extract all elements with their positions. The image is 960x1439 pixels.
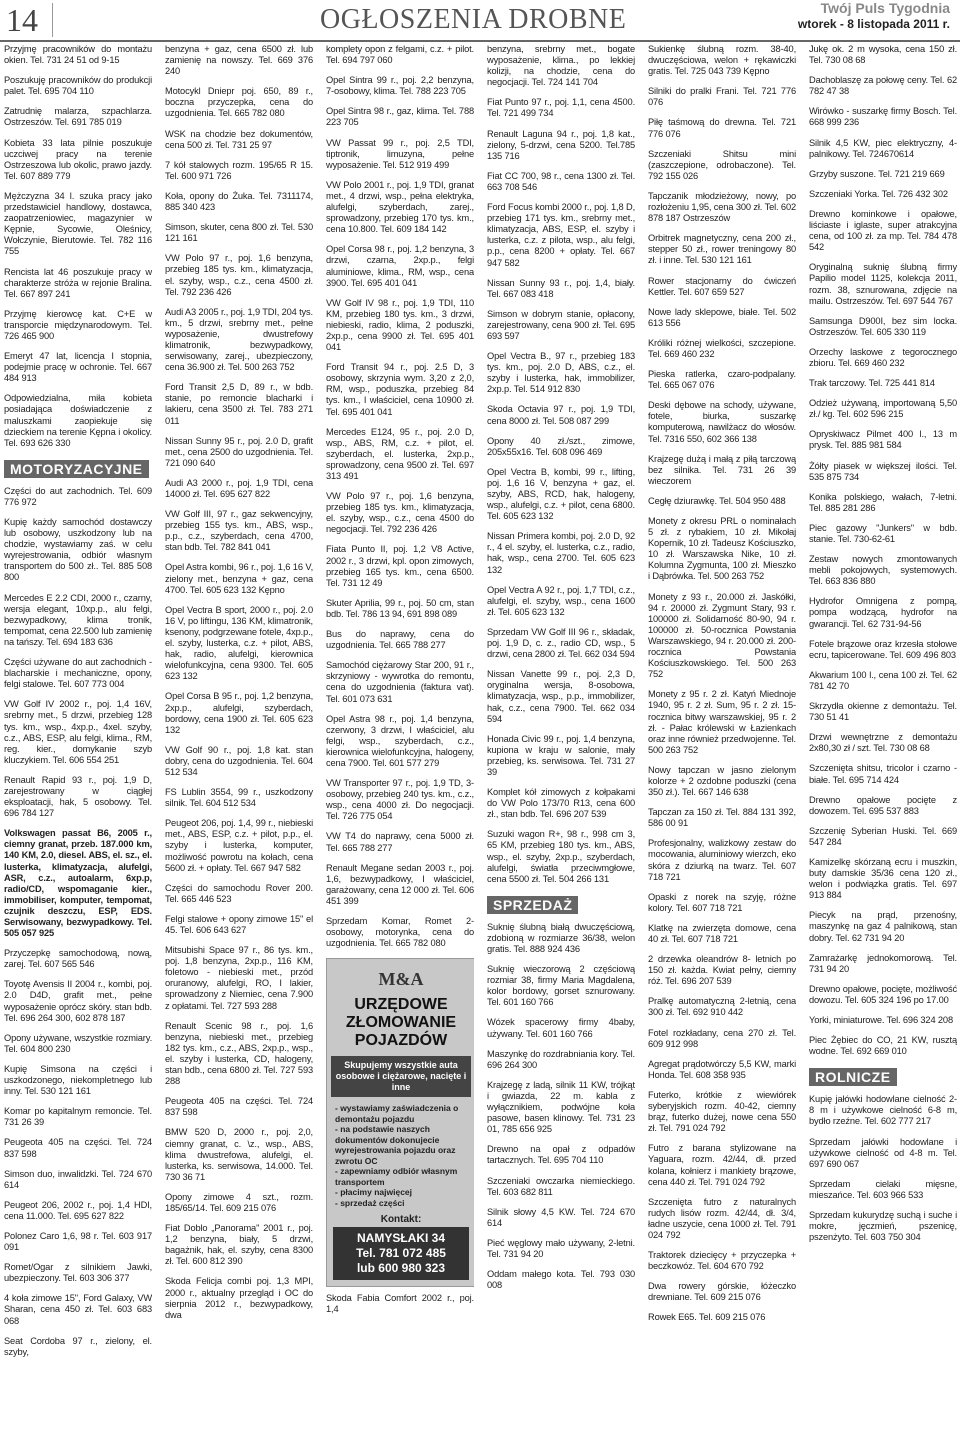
classified-ad: Jukę ok. 2 m wysoka, cena 150 zł. Tel. 730 08 68 (809, 44, 957, 66)
classified-ad: Drewno na opał z odpadów tartacznych. Tel. 695 704 110 (487, 1144, 635, 1166)
classified-ad: Odpowiedzialna, miła kobieta posiadająca doświadczenie z maluszkami zaopiekuje się dzieckiem na terenie Kępna i okolicy. Tel. 693 626 330 (4, 393, 152, 448)
classified-ad: VW Golf 90 r., poj. 1,8 kat. stan dobry, cena do uzgodnienia. Tel. 604 512 534 (165, 744, 313, 777)
classified-ad: Opel Vectra A 92 r., poj. 1,7 TDI, c.z., alufelgi, el. szyby, wsp., cena 1600 zł. Tel. 605 623 132 (487, 584, 635, 617)
classified-ad: Sprzedam kukurydzę suchą i suche i mokre, jęczmień, pszenicę, pszenżyto. Tel. 603 750 304 (809, 1210, 957, 1243)
classified-ad: Zamrażarkę jednokomorową. Tel. 731 94 20 (809, 952, 957, 974)
advert-service-item: - wystawiamy zaświadczenia o demontażu pojazdu (335, 1103, 459, 1124)
classified-ad: Futro z barana stylizowane na Yaguara, rozm. 42/44, dł. przed kolana, kołnierz i mankiety brązowe, cena 440 zł. Tel. 791 024 792 (648, 1143, 796, 1187)
classified-ad: Deski dębowe na schody, używane, fotele, biurka, suszarkę komputerową, nawilżacz do włosów. Tel. 7316 550, 602 366 138 (648, 400, 796, 444)
classified-ad: Honada Civic 99 r., poj. 1,4 benzyna, kupiona w kraju w salonie, mały przebieg, ks. serwisowa. Tel. 731 27 39 (487, 733, 635, 777)
classified-ad: VW Golf III, 97 r., gaz sekwencyjny, przebieg 155 tys. km., ABS, wsp., p.p., c.z., szyberdach, cena 4700, stan bdb. Tel. 782 841 041 (165, 509, 313, 553)
classified-ad: Fiata Punto II, poj. 1,2 V8 Active, 2002 r., 3 drzwi, kpl. opon zimowych, przebieg 165 tys. km., cena 6500. Tel. 731 12 49 (326, 544, 474, 588)
classified-ad: Peugeota 405 na części. Tel. 724 837 598 (4, 1137, 152, 1159)
classified-ad: Oryginalną suknię ślubną firmy Papilio model 1125, kolekcja 2011, rozm. 38, sznurowana, zdjęcie na mailu. Ostrzeszów. Tel. 697 544 767 (809, 262, 957, 306)
classified-ad: Przyjmę pracowników do montażu okien. Tel. 731 24 51 od 9-15 (4, 44, 152, 66)
classified-ad: Profesjonalny, walizkowy zestaw do mocowania, aluminiowy wierzch, eko skóra z dziurką na twarz. Tel. 607 718 721 (648, 838, 796, 882)
category-header: MOTORYZACYJNE (4, 460, 149, 478)
classified-ad: Mercedes E124, 95 r., poj. 2.0 D, wsp., ABS, RM, c.z. + pilot, el. szyberdach, el. lusterka, 2xp.p., sprowadzony, cena 9500 zł. Tel. 697 313 491 (326, 426, 474, 481)
classified-ad: VW Polo 97 r., poj. 1,6 benzyna, przebieg 185 tys. km., klimatyzacja, el. szyby, wsp., c.z., cena 4500 zł. Tel. 792 236 426 (165, 253, 313, 297)
classified-ad: Tapczanik młodzieżowy, nowy, po rozłożeniu 1,95, cena 300 zł. Tel. 602 878 187 Ostrzeszów (648, 190, 796, 224)
classified-ad: Opel Vectra B sport, 2000 r., poj. 2.0 16 V, po liftingu, 136 KM, klimatronik, ksenony, podgrzewane fotele, 4xp.p., el. szyby, lusterka, c.z. + pilot, ABS, hak, radio, alufelgi, kierownica wielofunkcyjna, cena 9300. Tel. 605 623 132 (165, 604, 313, 682)
classified-ad: Bus do naprawy, cena do uzgodnienia. Tel. 665 788 277 (326, 629, 474, 651)
classified-ad: Maszynkę do rozdrabniania kory. Tel. 696 264 300 (487, 1048, 635, 1070)
advert-service-item: - sprzedaż części (335, 1197, 405, 1208)
classified-ad: Zatrudnię malarza, szpachlarza. Ostrzeszów. Tel. 691 785 019 (4, 106, 152, 128)
classified-ad: Suzuki wagon R+, 98 r., 998 cm 3, 65 KM, przebieg 180 tys. km., ABS, wsp., el. szyby, 2xp.p., szyberdach, alufelgi, światła przeciwmgłowe, cena 5500 zł. Tel. 504 266 131 (487, 829, 635, 884)
classified-ad: Seat Cordoba 97 r., zielony, el. szyby, (4, 1335, 152, 1357)
classified-ad: Żółty piasek w większej ilości. Tel. 535 875 734 (809, 460, 957, 482)
classified-ad: Hydrofor Omnigena z pompą, pompa wodzącą, hydrofor na gwarancji. Tel. 62 731-94-56 (809, 596, 957, 629)
classified-ad: Opony 40 zł./szt., zimowe, 205x55x16. Tel. 608 096 469 (487, 435, 635, 457)
classified-ad: Audi A3 2000 r., poj. 1,9 TDI, cena 14000 zł. Tel. 695 627 822 (165, 477, 313, 499)
classified-ad: Części używane do aut zachodnich - blacharskie i mechaniczne, opony, felgi stalowe. Tel. 607 773 004 (4, 657, 152, 690)
classified-ad: Drewno opałowe pocięte z dowozem. Tel. 695 537 883 (809, 794, 957, 816)
classified-ad: Piec gazowy "Junkers" w bdb. stanie. Tel. 730-62-61 (809, 522, 957, 544)
classified-ad: Romet/Ogar z silnikiem Jawki, ubezpieczony. Tel. 603 306 377 (4, 1262, 152, 1284)
classified-ad: Simson w dobrym stanie, opłacony, zarejestrowany, cena 900 zł. Tel. 695 693 597 (487, 308, 635, 341)
classified-ad: VW Golf IV 98 r., poj. 1,9 TDI, 110 KM, przebieg 180 tys. km., 3 drzwi, niebieski, radio, klima, 2 poduszki, 2xp.p., cena 9900 zł. Tel. 695 401 041 (326, 297, 474, 353)
paper-date: wtorek - 8 listopada 2011 r. (797, 17, 950, 31)
classified-ad: Części do samochodu Rover 200. Tel. 665 446 523 (165, 882, 313, 904)
classified-ad: Drewno opałowe, pocięte, możliwość dowozu. Tel. 605 324 196 po 17.00 (809, 983, 957, 1005)
classified-ad: Grzyby suszone. Tel. 721 219 669 (809, 168, 945, 179)
advert-services (335, 1103, 469, 1208)
classified-ad: Pralkę automatyczną 2-letnią, cena 300 zł. Tel. 692 910 442 (648, 996, 796, 1018)
classified-ad: Monety z 93 r., 20.000 zł. Jaskółki, 94 r. 20000 zł. Zygmunt Stary, 93 r. 100000 zł. Solidarność 80-90, 94 r. 100000 zł. 50-rocznica Powstania Warszawskiego, 94 r. 20.000 zł. 200-rocznica Powstania Kościuszkowskiego. Tel. 500 263 752 (648, 591, 796, 680)
classified-ad: Sprzedam cielaki mięsne, mieszańce. Tel. 603 966 533 (809, 1178, 957, 1200)
classified-ad: VW T4 do naprawy, cena 5000 zł. Tel. 665 788 277 (326, 831, 474, 853)
column-1 (4, 44, 152, 1436)
classified-ad: Sprzedam Komar, Romet 2- osobowy, motorynka, cena do uzgodnienia. Tel. 665 782 080 (326, 916, 474, 949)
classified-ad: Wirówko - suszarkę firmy Bosch. Tel. 668 999 236 (809, 106, 957, 128)
page-number: 14 (6, 2, 38, 38)
classified-ad: 4 koła zimowe 15", Ford Galaxy, VW Sharan, cena 450 zł. Tel. 603 683 068 (4, 1293, 152, 1326)
header-rule (0, 40, 960, 42)
classified-ad: Nowe lady sklepowe, białe. Tel. 502 613 556 (648, 306, 796, 328)
paper-name: Twój Puls Tygodnia (820, 0, 950, 16)
classified-ad: Monety z 95 r. 2 zł. Katyń Miednoje 1940, 95 r. 2 zł. Sum, 95 r. 2 zł. 15-rocznica bitwy warszawskiej, 95 r. 2 zł. - Pałac królewski w Łazienkach oraz inne również przedwojenne. Tel. 500 263 752 (648, 689, 796, 755)
classified-ad: Sprzedam jałówki hodowlane i używkowe cielność od 4-8 m. Tel. 697 690 067 (809, 1136, 957, 1169)
classified-ad: Kupię każdy samochód dostawczy lub osobowy, uszkodzony lub na chodzie, wystawiamy zaś. w celu wyrejestrowania, odbiór własnym transportem do 500 zł.. Tel. 885 508 800 (4, 517, 152, 583)
classified-ad: Przyjmę kierowcę kat. C+E w transporcie międzynarodowym. Tel. 726 465 900 (4, 308, 152, 341)
classified-ad: Piec Żębiec do CO, 21 KW, rusztą wodne. Tel. 692 669 010 (809, 1035, 957, 1057)
classified-ad: Renault Rapid 93 r., poj. 1,9 D, zarejestrowany w ciągłej eksploatacji, hak, 5 osobowy. Tel. 696 784 127 (4, 774, 152, 819)
classified-ad: Krajzegę dużą i małą z piłą tarczową bez silnika. Tel. 731 26 39 wieczorem (648, 453, 796, 486)
classified-ad: Skoda Felicja combi poj. 1,3 MPI, 2000 r., aktualny przegląd i OC do sierpnia 2012 r., bezwypadkowy, dwa (165, 1276, 313, 1320)
classified-ad: Simson, skuter, cena 800 zł. Tel. 530 121 161 (165, 222, 313, 244)
classified-ad: Peugeot 206, poj. 1,4, 99 r., niebieski met., ABS, ESP, c.z. + pilot, p.p., el. szyby i lusterka, komputer, możliwość powrotu na kołach, cena 5600 zł. + opłaty. Tel. 667 947 582 (165, 818, 313, 873)
classified-ad: benzyna + gaz, cena 6500 zł. lub zamienię na nowszy. Tel. 669 376 240 (165, 44, 313, 77)
category-header: SPRZEDAŻ (487, 896, 578, 914)
classified-ad: Opel Vectra B, kombi, 99 r., lifting, poj. 1,6 16 V, benzyna + gaz, el. szyby, ABS, RCD, hak, halogeny, wsp., alufelgi, c.z. + pilot, cena 6800. Tel. 605 623 132 (487, 466, 635, 522)
classified-ad: Fiat Doblo „Panorama" 2001 r., poj. 1,2 benzyna, biały, 5 drzwi, bagażnik, hak, el. szyby, cena 8300 zł. Tel. 600 812 390 (165, 1223, 313, 1267)
classified-ad: Skoda Octavia 97 r., poj. 1,9 TDI, cena 8000 zł. Tel. 508 087 299 (487, 404, 635, 426)
advert-service-item: - na podstawie naszych dokumentów dokonujecie wyrejestrowania pojazdu oraz zwrotu OC (335, 1124, 456, 1166)
classified-ad: Króliki różnej wielkości, szczepione. Tel. 669 460 232 (648, 337, 796, 359)
classified-ad: Traktorek dziecięcy + przyczepka + beczkowóz. Tel. 604 670 792 (648, 1250, 796, 1272)
classified-ad: Mercedes E 2.2 CDI, 2000 r., czarny, wersja elegant, 10xp.p., alu felgi, bezwypadkowy, klima tronik, tempomat, cena 22.500 lub zamienię na tańszy. Tel. 694 183 636 (4, 592, 152, 647)
classified-ad: Nowy tapczan w jasno zielonym kolorze + 2 ozdobne poduszki (cena 350 zł.). Tel. 667 146 638 (648, 764, 796, 798)
classified-ad: Nissan Primera kombi, poj. 2.0 D, 92 r., 4 el. szyby, el. lusterka, c.z., radio, hak, wsp., cena 2700. Tel. 605 623 132 (487, 531, 635, 575)
classified-ad: Opryskiwacz Pilmet 400 l., 13 m prysk. Tel. 885 981 584 (809, 429, 957, 451)
classified-ad: Pieć węglowy mało używany, 2-letni. Tel. 731 94 20 (487, 1237, 635, 1259)
classified-ad: Szczenięta shitsu, tricolor i czarno - białe. Tel. 695 714 424 (809, 763, 957, 785)
classified-ad: Fiat CC 700, 98 r., cena 1300 zł. Tel. 663 708 546 (487, 170, 635, 192)
classified-ad: Fotel rozkładany, cena 270 zł. Tel. 609 912 998 (648, 1027, 796, 1049)
classified-ad: Wózek spacerowy firmy 4baby, używany. Tel. 601 160 766 (487, 1017, 635, 1039)
classified-ad: Toyotę Avensis II 2004 r., kombi, poj. 2.0 D4D, grafit met., pełne wyposażenie oprócz skóry. stan bdb. Tel. 696 264 300, 602 878 187 (4, 979, 152, 1023)
classified-ad: Opel Sintra 98 r., gaz, klima. Tel. 788 223 705 (326, 106, 474, 128)
classified-ad: Peugeot 206, 2002 r., poj. 1,4 HDI, cena 11.000. Tel. 695 627 822 (4, 1199, 152, 1221)
classified-ad: Skoda Fabia Comfort 2002 r., poj. 1,4 (326, 1293, 474, 1315)
classified-ad: Opel Corsa 98 r., poj. 1,2 benzyna, 3 drzwi, czarna, 2xp.p., felgi aluminiowe, klima., RM, wsp., cena 3900. Tel. 695 401 041 (326, 244, 474, 288)
page-header (0, 0, 960, 40)
classified-ad: Drzwi wewnętrzne z demontażu 2x80,30 zł / szt. Tel. 730 08 68 (809, 732, 957, 754)
classified-ad: Futerko, krótkie z wiewiórek syberyjskich rozm. 40-42, ciemny brąz, futerko dużej, nowe cena 550 zł. Tel. 791 024 792 (648, 1089, 796, 1134)
classified-ad: Krajzegę z ladą, silnik 11 KW, trójkąt i gwiazda, 22 m. kabla z wyłącznikiem, podwójne koła pasowe, basen klinowy. Tel. 731 23 01, 785 656 925 (487, 1079, 635, 1135)
category-header: ROLNICZE (809, 1068, 897, 1086)
classified-ad: Silnik 4,5 KW, piec elektryczny, 4-palnikowy. Tel. 724670614 (809, 137, 957, 159)
classified-ad: Monety z okresu PRL o nominałach 5 zł. z rybakiem, 10 zł. Mikołaj Kopernik, 10 zł. Tadeusz Kościuszko, 10 zł. Warszawska Nike, 10 zł. Kolumna Zygmunta, 100 zł. Mieszko i Dąbrówka. Tel. 500 263 752 (648, 516, 796, 582)
classified-ad: BMW 520 D, 2000 r., poj. 2,0, ciemny granat, c. \z., wsp., ABS, klima dwustrefowa, alufelgi, el. lusterka, ks. serwisowa, 14.000. Tel. 730 36 71 (165, 1127, 313, 1182)
classified-ad: Piłę taśmową do drewna. Tel. 721 776 076 (648, 117, 796, 139)
classified-ad: Orbitrek magnetyczny, cena 200 zł., stepper 50 zł., rower treningowy 80 zł. i inne. Tel. 530 121 161 (648, 233, 796, 266)
classified-ad: Drewno kominkowe i opałowe, liściaste i iglaste, super atrakcyjna cena, od 100 zł. za mp. Tel. 784 478 542 (809, 208, 957, 253)
classified-ad: Tapczan za 150 zł. Tel. 884 131 392, 586 00 91 (648, 807, 796, 829)
classified-ad: Nissan Sunny 95 r., poj. 2.0 D, grafit met., cena 2500 do uzgodnienia. Tel. 721 090 640 (165, 435, 313, 468)
classified-ad: Fotele brązowe oraz krzesła stołowe ecru, tapicerowane. Tel. 609 496 803 (809, 638, 957, 660)
classified-ad: Volkswagen passat B6, 2005 r., ciemny granat, przeb. 187.000 km, 140 KM, 2.0, diesel. ABS, el. sz., el. lusterka, klimatyzacja, alufelgi, ASR, c.z., autoalarm, 6xp.p, radio/CD, wspomaganie kier., immobiliser, komputer, tempomat, czujnik deszczu, ESP, EDS. Serwisowany, bezwypadkowy. Tel. 505 057 925 (4, 828, 152, 939)
classified-ad: Nissan Vanette 99 r., poj. 2,3 D, oryginalna wersja, 8-osobowa, klimatyzacja, wsp., p.p., immobilizer, hak, c.z., cena 7900. Tel. 662 034 594 (487, 669, 635, 724)
classified-ad: VW Transporter 97 r., poj. 1,9 TD, 3-osobowy, przebieg 240 tys. km., c.z., wsp., cena 4000 zł. Do negocjacji. Tel. 726 775 054 (326, 778, 474, 822)
classifieds-columns (4, 44, 958, 1436)
advert-logo: M&A (378, 969, 424, 990)
advert-service-item: - płacimy najwięcej (335, 1187, 413, 1198)
classified-ad: Komplet kół zimowych z kołpakami do VW Polo 173/70 R13, cena 600 zł., stan bdb. Tel. 696 207 539 (487, 787, 635, 820)
classified-ad: Mężczyzna 34 l. szuka pracy jako przedstawiciel handlowy, dostawca, zaopatrzeniowiec, magazynier w Kępnie, Sycowie, Oleśnicy, Wołczynie, Bierutowie. Tel. 782 116 755 (4, 190, 152, 257)
classified-ad: Opony zimowe 4 szt., rozm. 185/65/14. Tel. 609 215 076 (165, 1191, 313, 1213)
classified-ad: Opel Astra kombi, 96 r., poj. 1,6 16 V, zielony met., benzyna + gaz, cena 4700. Tel. 605 623 132 Kępno (165, 562, 313, 595)
classified-ad: Simson duo, inwalidzki. Tel. 724 670 614 (4, 1168, 152, 1190)
advert-service-item: - zapewniamy odbiór własnym transportem (335, 1166, 458, 1187)
classified-ad: Renault Scenic 98 r., poj. 1,6 benzyna, niebieski met., przebieg 182 tys. km., c.z., ABS, 2xp.p., wsp., el. szyby i lusterka, CD, halogeny, stan bdb., cena 6800 zł. Tel. 727 593 288 (165, 1020, 313, 1087)
classified-ad: Koła, opony do Żuka. Tel. 7311174, 885 340 423 (165, 190, 313, 213)
classified-ad: VW Polo 2001 r., poj. 1,9 TDI, granat met., 4 drzwi, wsp., pełna elektryka, alufelgi, szyberdach, zarej., sprowadzony, przebieg 170 tys. km., cena 10.800. Tel. 609 184 142 (326, 179, 474, 235)
classified-ad: Akwarium 100 l., cena 100 zł. Tel. 62 781 42 70 (809, 669, 957, 691)
classified-ad: Odzież używaną, importowaną 5,50 zł./ kg. Tel. 602 596 215 (809, 398, 957, 420)
classified-ad: Yorki, miniaturowe. Tel. 696 324 208 (809, 1015, 953, 1025)
classified-ad: 2 drzewka oleandrów 8- letnich po 150 zł. każda. Kwiat pełny, ciemny róż. Tel. 696 207 539 (648, 954, 796, 987)
classified-ad: Agregat prądotwórczy 5,5 KW, marki Honda. Tel. 608 358 935 (648, 1058, 796, 1080)
classified-ad: Ford Focus kombi 2000 r., poj. 1,8 D, przebieg 171 tys. km., srebrny met., klimatyzacja, ABS, ESP, el. szyby i lusterka, c.z. z pilota, wsp., alu felgi, p.p., cena 8200 + opłaty. Tel. 667 947 582 (487, 202, 635, 268)
classified-ad: Suknię ślubną białą dwuczęściową, zdobioną w rozmiarze 36/38, welon gratis. Tel. 888 924 436 (487, 921, 635, 954)
classified-ad: Dachoblaszę za połowę ceny. Tel. 62 782 47 38 (809, 75, 957, 97)
classified-ad: Renault Laguna 94 r., poj. 1,8 kat., zielony, 5-drzwi, cena 5200. Tel.785 135 716 (487, 128, 635, 161)
classified-ad: Fiat Punto 97 r., poj. 1,1, cena 4500. Tel. 721 499 734 (487, 97, 635, 119)
advert-contact-line: NAMYSŁAKI 34 (356, 1231, 445, 1246)
classified-ad: Rower stacjonarny do ćwiczeń Kettler. Tel. 607 659 527 (648, 275, 796, 297)
classified-ad: Silniki do pralki Frani. Tel. 721 776 076 (648, 86, 796, 108)
classified-ad: Zestaw nowych zmontowanych mebli pokojowych, systemowych. Tel. 663 836 880 (809, 554, 957, 587)
classified-ad: Ford Transit 94 r., poj. 2.5 D, 3 osobowy, skrzynia wym. 3,20 z 2,0, RM, wsp., poduszka, przebieg 84 tys. km., I właściciel, cena 10900 zł. Tel. 695 401 041 (326, 362, 474, 417)
advert-contact (333, 1227, 469, 1280)
classified-ad: Trak tarczowy. Tel. 725 441 814 (809, 378, 935, 389)
classified-ad: Peugeota 405 na części. Tel. 724 837 598 (165, 1096, 313, 1118)
classified-ad: Szczeniaki Shitsu mini (zaszczepione, odrobaczone). Tel. 792 155 026 (648, 148, 796, 181)
classified-ad: Mitsubishi Space 97 r., 86 tys. km., poj. 1,8 benzyna, 2xp.p., 116 KM, foletowo - niebieski met., przód oruranowy, alufelgi, RO, I lakier, sprowadzony z Niemiec, cena 7.900 z opłatami. Tel. 727 593 288 (165, 945, 313, 1011)
scrapyard-advert (326, 958, 474, 1287)
classified-ad: Audi A3 2005 r., poj. 1,9 TDI, 204 tys. km., 5 drzwi, srebrny met., pełne wyposażenie, dwustrefowy klimatronik, bezwypadkowy, serwisowany, zarej., ubezpieczony, cena 36.900 zł. Tel. 500 263 752 (165, 306, 313, 373)
classified-ad: 7 kół stalowych rozm. 195/65 R 15. Tel. 600 971 726 (165, 159, 313, 181)
advert-headline: URZĘDOWE ZŁOMOWANIE POJAZDÓW (345, 996, 457, 1050)
classified-ad: benzyna, srebrny met., bogate wyposażenie, klima., po lekkiej kolizji, na chodzie, cena do negocjacji. Tel. 724 141 704 (487, 44, 635, 88)
classified-ad: Przyczepkę samochodową, nową, zarej. Tel. 607 565 546 (4, 948, 152, 970)
classified-ad: Opel Vectra B., 97 r., przebieg 183 tys. km., poj. 2.0 D, ABS, c.z., el. szyby i lusterka, hak, immobilizer, 2xp.p. Tel. 514 912 830 (487, 351, 635, 395)
column-4 (487, 44, 635, 1436)
classified-ad: Rencista lat 46 poszukuje pracy w charakterze stróża w rejonie Bralina. Tel. 667 897 241 (4, 266, 152, 299)
classified-ad: Opel Sintra 99 r., poj. 2,2 benzyna, 7-osobowy, klima. Tel. 788 223 705 (326, 75, 474, 97)
classified-ad: Oddam małego kota. Tel. 793 030 008 (487, 1269, 635, 1291)
classified-ad: Szczeniaki owczarka niemieckiego. Tel. 603 682 811 (487, 1175, 635, 1197)
classified-ad: komplety opon z felgami, c.z. + pilot. Tel. 694 797 060 (326, 44, 474, 66)
header-divider (52, 3, 53, 37)
section-title: OGŁOSZENIA DROBNE (320, 4, 627, 35)
classified-ad: Silnik słowy 4,5 KW. Tel. 724 670 614 (487, 1206, 635, 1228)
classified-ad: Kupię jałówki hodowlane cielność 2-8 m i używkowe cielność 6-8 m, bydło rzeźne. Tel. 602 777 217 (809, 1094, 957, 1127)
classified-ad: Szczeniaki Yorka. Tel. 726 432 302 (809, 188, 948, 199)
column-2 (165, 44, 313, 1436)
classified-ad: Opony używane, wszystkie rozmiary. Tel. 604 800 230 (4, 1032, 152, 1054)
advert-contact-line: lub 600 980 323 (356, 1261, 446, 1276)
classified-ad: Motocykl Dniepr poj. 650, 89 r., boczna przyczepka, cena do uzgodnienia. Tel. 665 782 080 (165, 86, 313, 119)
classified-ad: Cegłę dziurawkę. Tel. 504 950 488 (648, 495, 786, 506)
classified-ad: Rowek E65. Tel. 609 215 076 (648, 1312, 766, 1323)
classified-ad: Szczenięta futro z naturalnych rudych lisów rozm. 42/44, dł. 3/4, ładne uszycie, cena 1000 zł. Tel. 791 024 792 (648, 1196, 796, 1240)
column-3 (326, 44, 474, 1436)
classified-ad: Kobieta 33 lata pilnie poszukuje uczciwej pracy na terenie Ostrzeszowa lub okolic, prawo jazdy. Tel. 607 889 779 (4, 137, 152, 181)
classified-ad: Opel Astra 98 r., poj. 1,4 benzyna, czerwony, 3 drzwi, I właściciel, alu felgi, wsp., szyberdach, c.z., kierownica wielofunkcyjna, halogeny, cena 7900. Tel. 601 577 279 (326, 713, 474, 768)
classified-ad: Sprzedam VW Golf III 96 r., składak, poj. 1,9 D, c. z., radio CD, wsp., 5 drzwi, cena 2800 zł. Tel. 662 034 594 (487, 626, 635, 660)
advert-contact-label: Kontakt: (380, 1214, 422, 1226)
advert-contact-line: Tel. 781 072 485 (356, 1246, 446, 1261)
classified-ad: Samochód ciężarowy Star 200, 91 r., skrzyniowy - wywrotka do remontu, cena do uzgodnienia (faktura vat). Tel. 601 073 631 (326, 660, 474, 704)
classified-ad: VW Golf IV 2002 r., poj. 1,4 16V, srebrny met., 5 drzwi, przebieg 128 tys. km., wsp., 4xp.p., 4xel. szyby, c.z., ABS, ESP, alu felgi, klima., RM, reg. kier., domykanie szyb kluczykiem. Tel. 606 554 251 (4, 699, 152, 765)
classified-ad: Dwa rowery górskie, łóżeczko drewniane. Tel. 609 215 076 (648, 1281, 796, 1303)
classified-ad: Piecyk na prąd, przenośny, maszynkę na gaz 4 palnikową, stan dobry. Tel. 62 731 94 20 (809, 910, 957, 943)
classified-ad: Polonez Caro 1,6, 98 r. Tel. 603 917 091 (4, 1230, 152, 1253)
classified-ad: Szczenię Syberian Huski. Tel. 669 547 284 (809, 825, 957, 847)
classified-ad: Suknię wieczorową 2 częściową rozmiar 38, firmy Maria Magdalena, kolor bordowy, gorset sznurowany. Tel. 601 160 766 (487, 964, 635, 1008)
column-6 (809, 44, 957, 1436)
classified-ad: WSK na chodzie bez dokumentów, cena 500 zł. Tel. 731 25 97 (165, 128, 313, 150)
classified-ad: FS Lublin 3554, 99 r., uszkodzony silnik. Tel. 604 512 534 (165, 787, 313, 809)
classified-ad: Części do aut zachodnich. Tel. 609 776 972 (4, 485, 152, 507)
classified-ad: Klatkę na zwierzęta domowe, cena 40 zł. Tel. 607 718 721 (648, 922, 796, 944)
classified-ad: Kamizelkę skórzaną ecru i muszkin, buty damskie 35/36 cena 120 zł., welon i podwiązka gratis. Tel. 697 913 884 (809, 856, 957, 901)
classified-ad: Orzechy laskowe z tegorocznego zbioru. Tel. 669 460 232 (809, 346, 957, 368)
column-5 (648, 44, 796, 1436)
classified-ad: Nissan Sunny 93 r., poj. 1,4, biały. Tel. 667 083 418 (487, 277, 635, 299)
classified-ad: Kupię Simsona na części i uszkodzonego, niekompletnego lub inny. Tel. 530 121 161 (4, 1063, 152, 1097)
classified-ad: Komar po kapitalnym remoncie. Tel. 731 26 39 (4, 1106, 152, 1128)
classified-ad: Opaski z norek na szyję, różne kolory. Tel. 607 718 721 (648, 891, 796, 913)
classified-ad: Renault Megane sedan 2003 r., poj. 1,6, bezwypadkowy, I właściciel, garażowany, cena 12 000 zł. Tel. 606 451 399 (326, 862, 474, 906)
classified-ad: Konika polskiego, wałach, 7-letni. Tel. 885 281 286 (809, 491, 957, 513)
classified-ad: Samsunga D900I, bez sim locka. Ostrzeszów. Tel. 605 330 119 (809, 315, 957, 337)
classified-ad: Skrzydła okienne z demontażu. Tel. 730 51 41 (809, 701, 957, 723)
classified-ad: Skuter Aprilia, 99 r., poj. 50 cm, stan bdb. Tel. 786 13 94, 691 898 089 (326, 597, 474, 619)
classified-ad: VW Polo 97 r., poj. 1,6 benzyna, przebieg 185 tys. km., klimatyzacja, el. szyby, wsp., c.z., cena 4500 do negocjacji. Tel. 792 236 426 (326, 491, 474, 535)
classified-ad: Opel Corsa B 95 r., poj. 1,2 benzyna, 2xp.p., alufelgi, szyberdach, bordowy, cena 1900 zł. Tel. 605 623 132 (165, 691, 313, 735)
classified-ad: Ford Transit 2,5 D, 89 r., w bdb. stanie, po remoncie blacharki i lakieru, cena 3500 zł. Tel. 783 271 011 (165, 382, 313, 426)
classified-ad: Sukienkę ślubną rozm. 38-40, dwuczęściowa, welon + rękawiczki gratis. Tel. 725 043 739 Kępno (648, 44, 796, 77)
classified-ad: VW Passat 99 r., poj. 2,5 TDI, tiptronik, limuzyna, pełne wyposażenie. Tel. 512 919 499 (326, 137, 474, 170)
classified-ad: Emeryt 47 lat, licencja I stopnia, podejmie pracę w ochronie. Tel. 667 484 913 (4, 351, 152, 384)
advert-slogan: Skupujemy wszystkie auta osobowe i ciężarowe, nacięte i inne (331, 1056, 471, 1097)
classified-ad: Pieska ratlerka, czaro-podpalany. Tel. 665 067 076 (648, 369, 796, 391)
classified-ad: Felgi stalowe + opony zimowe 15" el 45. Tel. 606 643 627 (165, 913, 313, 935)
classified-ad: Poszukuję pracowników do produkcji palet. Tel. 695 704 110 (4, 75, 152, 97)
